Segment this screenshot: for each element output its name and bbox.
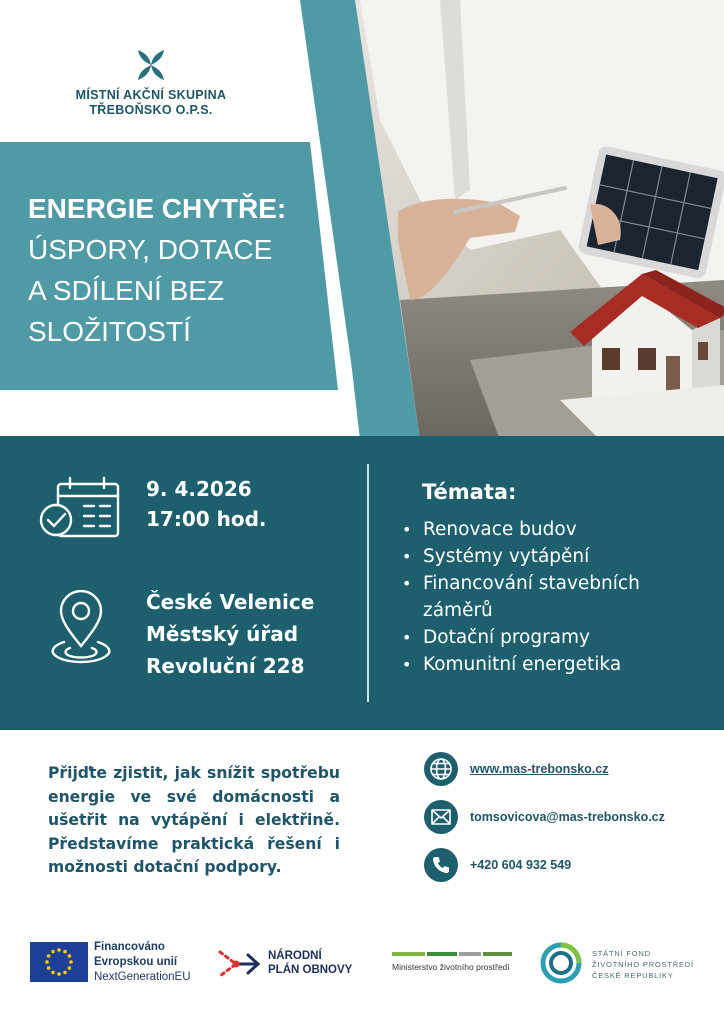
event-time: 17:00 hod. bbox=[146, 507, 267, 531]
title-line-1: ENERGIE CHYTŘE: bbox=[28, 193, 287, 224]
event-location bbox=[146, 586, 314, 682]
eu-star bbox=[47, 966, 51, 970]
email-link[interactable]: tomsovicova@mas-trebonsko.cz bbox=[470, 810, 665, 824]
event-datetime bbox=[146, 474, 267, 534]
mzp-logo bbox=[392, 952, 512, 972]
page-title bbox=[28, 188, 328, 352]
band-divider bbox=[367, 464, 369, 702]
topic-item: • Systémy vytápění bbox=[400, 543, 700, 570]
sfzp-line-3: ČESKÉ REPUBLIKY bbox=[592, 971, 674, 980]
eu-flag-icon bbox=[30, 942, 88, 982]
eu-line-3: NextGenerationEU bbox=[94, 971, 191, 983]
topic-item: • Renovace budov bbox=[400, 516, 700, 543]
event-date: 9. 4.2026 bbox=[146, 477, 252, 501]
topics-list bbox=[400, 516, 700, 678]
eu-star bbox=[51, 950, 55, 954]
npo-line-1: NÁRODNÍ bbox=[268, 950, 322, 962]
npo-arrow-icon bbox=[214, 944, 264, 984]
title-banner bbox=[0, 142, 340, 390]
location-building: Městský úřad bbox=[146, 622, 299, 646]
npo-line-2: PLÁN OBNOVY bbox=[268, 964, 353, 976]
mzp-text: Ministerstvo životního prostředí bbox=[392, 962, 510, 972]
mas-cross-leaf-icon bbox=[134, 48, 168, 82]
phone-number[interactable]: +420 604 932 549 bbox=[470, 858, 572, 872]
mas-logo bbox=[56, 48, 246, 118]
eu-star bbox=[47, 954, 51, 958]
eu-star bbox=[69, 960, 73, 964]
eu-star bbox=[63, 950, 67, 954]
eu-star bbox=[63, 971, 67, 975]
title-line-2: ÚSPORY, DOTACE bbox=[28, 234, 273, 265]
topic-item: • Komunitní energetika bbox=[400, 651, 700, 678]
sfzp-line-2: ŽIVOTNÍHO PROSTŘEDÍ bbox=[592, 960, 694, 969]
contact-email[interactable] bbox=[424, 800, 665, 834]
phone-icon bbox=[424, 848, 458, 882]
logo-line-1: MÍSTNÍ AKČNÍ SKUPINA bbox=[75, 88, 227, 102]
contact-phone[interactable] bbox=[424, 848, 571, 882]
topics-heading: Témata: bbox=[422, 480, 517, 504]
title-line-4: SLOŽITOSTÍ bbox=[28, 316, 191, 347]
eu-line-1: Financováno bbox=[94, 941, 165, 953]
eu-line-2: Evropskou unií bbox=[94, 956, 178, 968]
invitation-text: Přijďte zjistit, jak snížit spotřebu energie ve své domácnosti a ušetřit na vytápění i elektřině. Představíme praktická řešení i možnosti dotační podpory. bbox=[48, 764, 340, 876]
mzp-color-bars bbox=[392, 952, 512, 956]
title-line-3: A SDÍLENÍ BEZ bbox=[28, 275, 225, 306]
globe-icon bbox=[424, 752, 458, 786]
eu-star bbox=[68, 966, 72, 970]
sfzp-line-1: STÁTNÍ FOND bbox=[592, 949, 651, 958]
location-pin-icon bbox=[46, 590, 116, 670]
logo-line-2: TŘEBOŇSKO O.P.S. bbox=[89, 103, 213, 117]
eu-star bbox=[57, 972, 61, 976]
sfzp-circle-icon bbox=[540, 942, 582, 984]
eu-star bbox=[51, 971, 55, 975]
calendar-check-icon bbox=[38, 476, 124, 542]
topic-item: • Financování stavebních záměrů bbox=[400, 570, 700, 624]
location-city: České Velenice bbox=[146, 590, 315, 614]
eu-star bbox=[57, 948, 61, 952]
location-street: Revoluční 228 bbox=[146, 654, 305, 678]
website-link[interactable]: www.mas-trebonsko.cz bbox=[470, 762, 609, 776]
envelope-icon bbox=[424, 800, 458, 834]
contact-web[interactable] bbox=[424, 752, 608, 786]
topic-item: • Dotační programy bbox=[400, 624, 700, 651]
eu-star bbox=[68, 954, 72, 958]
event-info-band bbox=[0, 436, 724, 730]
eu-star bbox=[45, 960, 49, 964]
hero-section bbox=[0, 0, 724, 440]
